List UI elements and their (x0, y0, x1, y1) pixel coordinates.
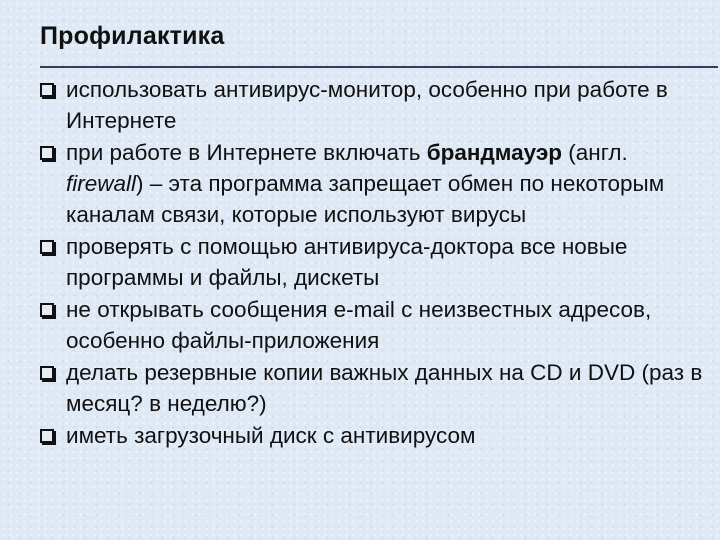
title-divider (40, 66, 718, 68)
checkbox-bullet-icon (40, 83, 54, 97)
checkbox-bullet-icon (40, 429, 54, 443)
checkbox-bullet-icon (40, 146, 54, 160)
bullet-item (40, 231, 710, 293)
bullet-text-start: при работе в Интернете включать (66, 140, 427, 165)
bullet-term-bold: брандмауэр (426, 140, 563, 165)
bullet-text-end: ) – эта программа запрещает обмен по некоторым каналам связи, которые используют вирусы (66, 171, 665, 227)
bullet-term-italic: firewall (66, 171, 137, 196)
bullet-item (40, 294, 710, 356)
bullet-item (40, 420, 710, 451)
bullet-item (40, 74, 710, 136)
bullet-text: не открывать сообщения e-mail с неизвестных адресов, особенно файлы-приложения (66, 297, 652, 353)
bullet-item (40, 137, 710, 230)
bullet-text: проверять с помощью антивируса-доктора все новые программы и файлы, дискеты (66, 234, 628, 290)
bullet-text: иметь загрузочный диск с антивирусом (66, 423, 476, 448)
bullet-text-middle: (англ. (562, 140, 628, 165)
checkbox-bullet-icon (40, 303, 54, 317)
bullet-list (40, 74, 710, 452)
bullet-text: делать резервные копии важных данных на CD и DVD (раз в месяц? в неделю?) (66, 360, 703, 416)
checkbox-bullet-icon (40, 366, 54, 380)
bullet-item (40, 357, 710, 419)
checkbox-bullet-icon (40, 240, 54, 254)
slide-title: Профилактика (40, 22, 225, 50)
bullet-text: использовать антивирус-монитор, особенно при работе в Интернете (66, 77, 668, 133)
